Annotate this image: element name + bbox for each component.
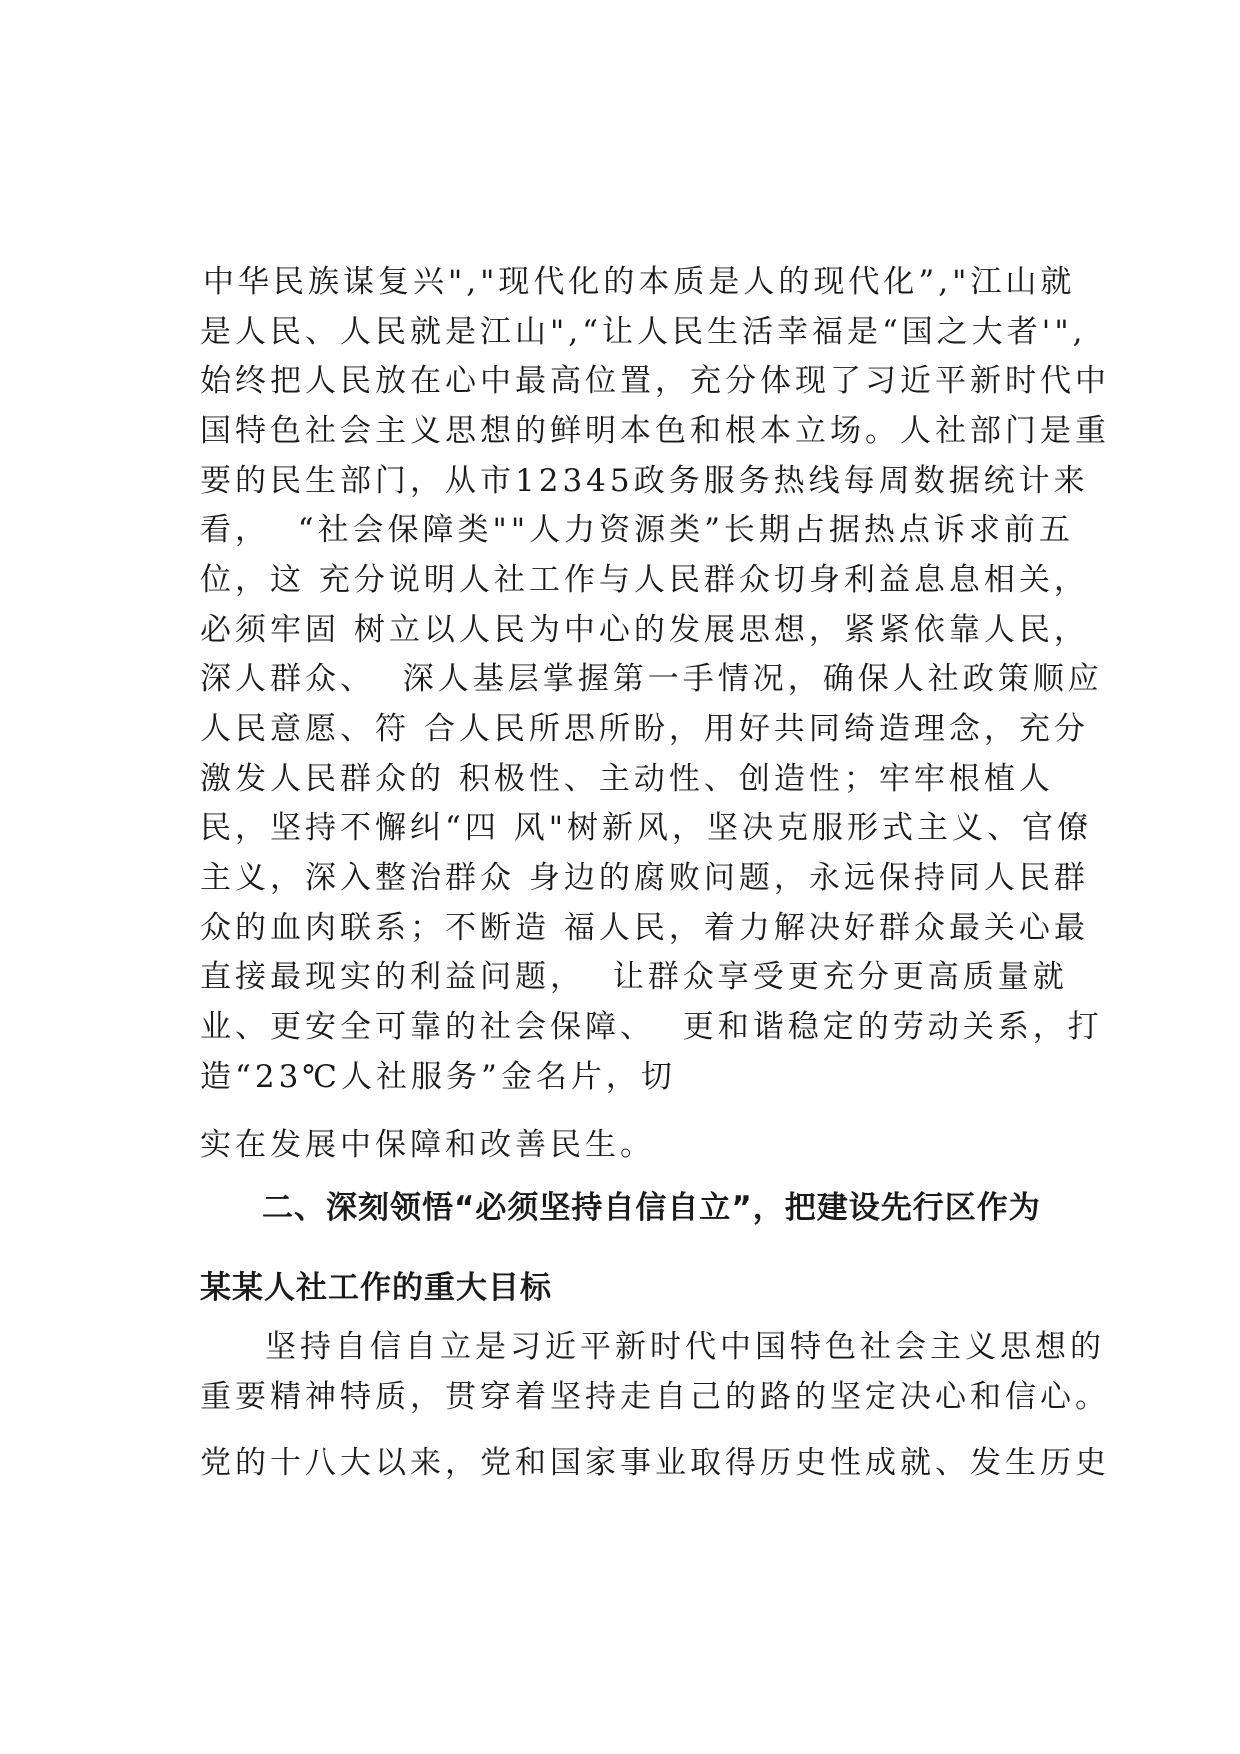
section-heading-continued: 某某人社工作的重大目标 xyxy=(200,1270,552,1306)
body-text-line: 要的民生部门，从市12345政务服务热线每周数据统计来 xyxy=(200,463,1089,499)
body-text-line: 国特色社会主义思想的鲜明本色和根本立场。人社部门是重 xyxy=(200,413,1110,449)
body-text-line: 直接最现实的利益问题， 让群众享受更充分更高质量就 xyxy=(200,959,1068,995)
body-text-line: 民，坚持不懈纠“四 风"树新风，坚决克服形式主义、官僚 xyxy=(200,810,1092,846)
body-text-line: 始终把人民放在心中最高位置，充分体现了习近平新时代中 xyxy=(200,363,1110,399)
body-text-line: 主义，深入整治群众 身边的腐败问题，永远保持同人民群 xyxy=(200,860,1089,896)
section-heading: 二、深刻领悟“必须坚持自信自立”，把建设先行区作为 xyxy=(262,1190,1041,1226)
body-text-line: 党的十八大以来，党和国家事业取得历史性成就、发生历史 xyxy=(200,1445,1110,1481)
body-text-line: 实在发展中保障和改善民生。 xyxy=(200,1127,655,1163)
body-text-line: 是人民、人民就是江山",“让人民生活幸福是“国之大者'", xyxy=(200,314,1087,350)
body-text-line: 业、更安全可靠的社会保障、 更和谐稳定的劳动关系，打 xyxy=(200,1009,1103,1045)
body-text-line: 激发人民群众的 积极性、主动性、创造性；牢牢根植人 xyxy=(200,761,1054,797)
body-text-line: 必须牢固 树立以人民为中心的发展思想，紧紧依靠人民， xyxy=(200,612,1089,648)
body-text-line: 重要精神特质，贯穿着坚持走自己的路的坚定决心和信心。 xyxy=(200,1379,1110,1415)
body-text-line: 坚持自信自立是习近平新时代中国特色社会主义思想的 xyxy=(265,1329,1105,1365)
body-text-line: 看， “社会保障类""人力资源类”长期占据热点诉求前五 xyxy=(200,512,1074,548)
body-text-line: 众的血肉联系；不断造 福人民，着力解决好群众最关心最 xyxy=(200,910,1089,946)
body-text-line: 人民意愿、符 合人民所思所盼，用好共同绮造理念，充分 xyxy=(200,711,1089,747)
body-text-line: 造“23℃人社服务”金名片，切 xyxy=(200,1059,676,1095)
body-text-line: 位，这 充分说明人社工作与人民群众切身利益息息相关， xyxy=(200,562,1089,598)
body-text-line: 中华民族谋复兴","现代化的本质是人的现代化”,"江山就 xyxy=(203,264,1076,300)
body-text-line: 深人群众、 深人基层掌握第一手情况，确保人社政策顺应 xyxy=(200,661,1103,697)
